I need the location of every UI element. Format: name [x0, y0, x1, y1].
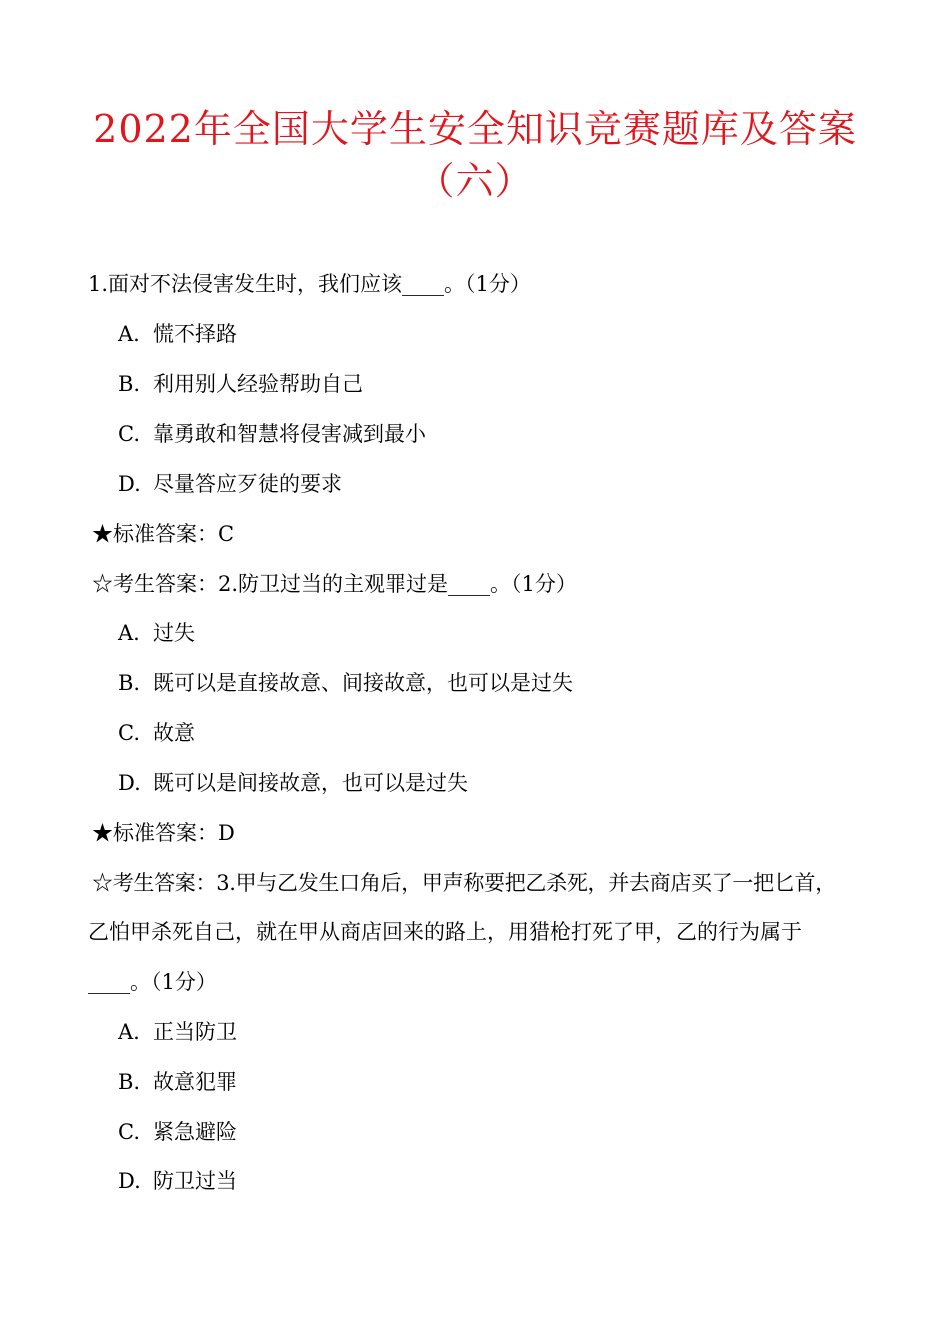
- q3-option-c: [118, 1117, 237, 1147]
- option-key: D.: [118, 1169, 141, 1193]
- option-text: 过失: [153, 621, 195, 645]
- option-text: 利用别人经验帮助自己: [153, 372, 363, 396]
- option-text: 尽量答应歹徒的要求: [153, 472, 342, 496]
- option-text: 慌不择路: [153, 322, 237, 346]
- option-key: D.: [118, 472, 141, 496]
- question-2-text: ☆考生答案：2.防卫过当的主观罪过是____。（1分）: [92, 572, 577, 596]
- document-title-subtitle: （六）: [416, 159, 534, 203]
- option-text: 既可以是间接故意，也可以是过失: [153, 771, 468, 795]
- q1-option-c: [118, 419, 426, 449]
- option-key: C.: [118, 721, 140, 745]
- q2-standard-answer: ★标准答案：D: [92, 821, 235, 845]
- q2-option-d: [118, 768, 468, 798]
- option-text: 故意犯罪: [153, 1070, 237, 1094]
- option-text: 故意: [153, 721, 195, 745]
- option-key: C.: [118, 1120, 140, 1144]
- q2-option-c: [118, 718, 195, 748]
- q1-standard-answer: ★标准答案：C: [92, 522, 235, 546]
- question-1-text: 1.面对不法侵害发生时，我们应该____。（1分）: [88, 272, 531, 296]
- q3-option-a: [118, 1017, 237, 1047]
- option-text: 靠勇敢和智慧将侵害减到最小: [153, 422, 426, 446]
- q1-option-b: [118, 369, 363, 399]
- option-key: B.: [118, 1070, 141, 1094]
- option-text: 紧急避险: [153, 1120, 237, 1144]
- question-3-text-line-2: 乙怕甲杀死自己，就在甲从商店回来的路上，用猎枪打死了甲，乙的行为属于: [88, 920, 802, 944]
- q3-option-d: [118, 1166, 237, 1196]
- question-3-text-line-1: ☆考生答案：3.甲与乙发生口角后，甲声称要把乙杀死，并去商店买了一把匕首，: [92, 871, 836, 895]
- option-key: A.: [118, 621, 140, 645]
- option-text: 正当防卫: [153, 1020, 237, 1044]
- q3-option-b: [118, 1067, 237, 1097]
- option-key: B.: [118, 372, 141, 396]
- question-3-text-line-3: ____。（1分）: [88, 970, 217, 994]
- option-text: 既可以是直接故意、间接故意，也可以是过失: [153, 671, 573, 695]
- q2-option-b: [118, 668, 573, 698]
- q2-option-a: [118, 618, 195, 648]
- option-key: A.: [118, 322, 140, 346]
- option-key: B.: [118, 671, 141, 695]
- q1-option-d: [118, 469, 342, 499]
- document-title: 2022年全国大学生安全知识竞赛题库及答案: [93, 107, 857, 151]
- option-text: 防卫过当: [153, 1169, 237, 1193]
- option-key: D.: [118, 771, 141, 795]
- q1-option-a: [118, 319, 237, 349]
- option-key: C.: [118, 422, 140, 446]
- option-key: A.: [118, 1020, 140, 1044]
